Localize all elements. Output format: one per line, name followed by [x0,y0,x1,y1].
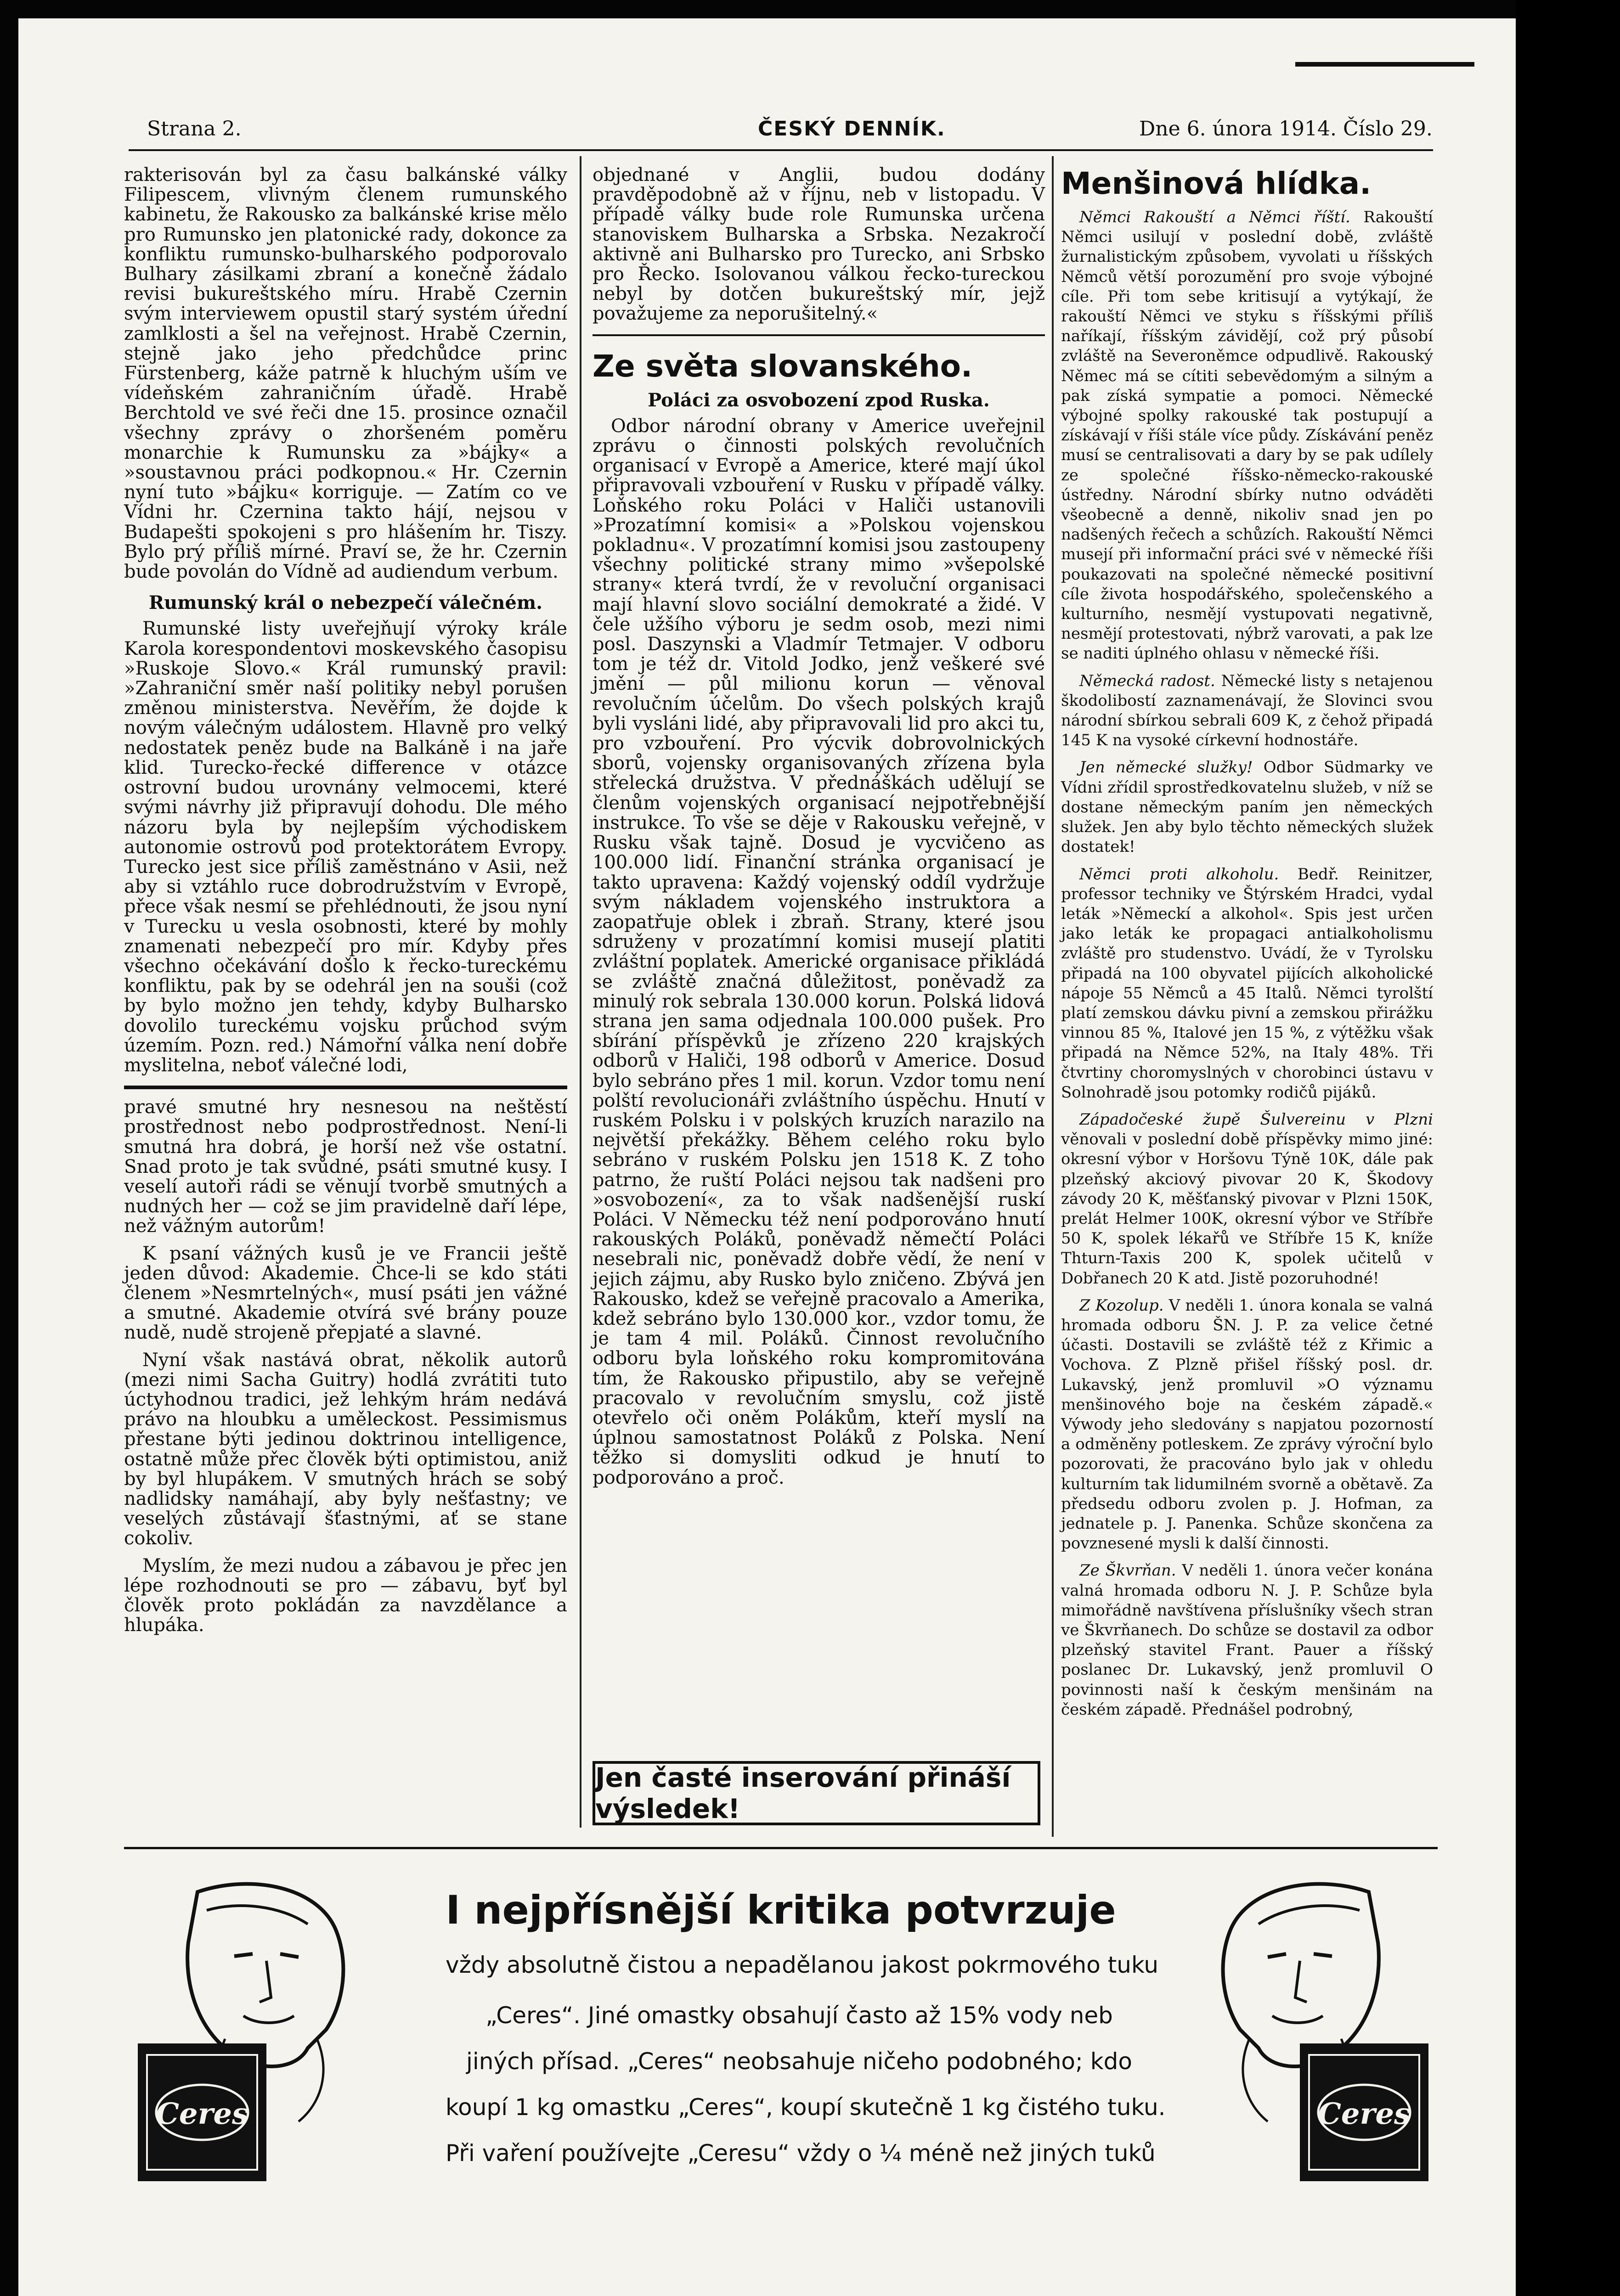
news-item-6-body: V neděli 1. února konala se valná hromada odboru ŠN. J. P. za velice četné účasti. Dostavili se zvláště též z Křimic a Vochova. Z Plzně přišel říšský posl. dr. Lukavský, jenž promluvil »O významu menšinového boje na českém západě.« Výwody jeho sledovány s napjatou pozorností a odměněny potleskem. Ze zprávy výroční bylo pozorovati, že pracováno bylo jak v ohledu kulturním tak lidumilném svorně a obětavě. Za předsedu odboru zvolen p. J. Hofman, za jednatele p. J. Panenka. Schůze skončena za povznesené mysli k další činnosti. [1061,1296,1433,1553]
section-title-slavic: Ze světa slovanského. [593,348,973,384]
right-figure-illustration [1176,1874,1433,2195]
article-romania-end: objednané v Anglii, budou dodány pravděpodobně až v říjnu, neb v listopadu. V případě války bude role Rumunska určena stanoviskem Bulharska a Srbska. Nezakročí aktivně ani Bulharsko pro Turecko, ani Srbsko pro Řecko. Isolovanou válkou řecko-tureckou nebyl by dotčen bukureštský mír, jejž považujeme za neporušitelný.« [593,164,1045,325]
advert-line-4: koupí 1 kg omastku „Ceres“, koupí skutečně 1 kg čistého tuku. [446,2094,1166,2121]
column-2 [593,165,1045,1495]
advert-top-rule [124,1847,1438,1849]
news-item-7-body: V neděli 1. února večer konána valná hromada odboru N. J. P. Schůze byla mimořádně navštívena příslušníky všech stran ve Škvrňanech. Do schůze se dostavil za odbor plzeňský stavitel Frant. Pauer a říšský poslanec Dr. Lukavský, jenž promluvil O povinnosti naší k českým menšinám na českém západě. Přednášel podrobný, [1061,1561,1434,1719]
news-item-7-head: Ze Škvrňan. [1079,1561,1176,1580]
column-1 [124,165,567,1643]
news-item-6-head: Z Kozolup. [1079,1296,1164,1315]
subheading-poles: Poláci za osvobození zpod Ruska. [648,389,990,411]
subheading-romanian-king: Rumunský král o nebezpečí válečném. [148,592,543,614]
advert-line-2: „Ceres“. Jiné omastky obsahují často až 15% vody neb [485,2002,1113,2029]
section-title-minority: Menšinová hlídka. [1061,166,1372,201]
left-figure-illustration [133,1874,390,2195]
news-item-6 [1061,1296,1433,1554]
column-3 [1061,165,1433,1727]
news-item-1 [1061,208,1433,664]
news-item-4-body: Bedř. Reinitzer, professor techniky ve Štýrském Hradci, vydal leták »Německí a alkohol«. Spis jest určen jako leták ke propagaci antialkoholismu zvláště pro studenstvo. Uvádí, že v Tyrolsku připadá na 100 obyvatel pijících alkoholické nápoje 55 Němců a 45 Italů. Němci tyrolští platí zemskou dávku pivní a zemskou přirážku vinnou 85 %, Italové jen 15 %, z výtěžku však připadá na Němce 52%, na Italy 48%. Tři čtvrtiny choromyslných v chorobinci ústavu v Solnohradě jsou potomky rodičů pijáků. [1061,865,1433,1102]
feuilleton-paragraph-4: Myslím, že mezi nudou a zábavou je přec jen lépe rozhodnouti se pro — zábavu, byť byl člověk proto pokládán za navzdělance a hlupáka. [124,1555,567,1636]
news-item-2-body: Německé listy s netajenou škodolibostí zaznamenávají, že Slovinci svou národní sbírkou sebrali 609 K, z čehož připadá 145 K na vysoké církevní hodnostáře. [1061,671,1433,750]
scan-margin [1516,0,1620,2296]
news-item-4 [1061,865,1433,1103]
top-rule [1295,62,1474,67]
feuilleton-paragraph-3: Nyní však nastává obrat, několik autorů (mezi nimi Sacha Guitry) hodlá zvrátiti tuto úctyhodnou tradici, jež lehkým hrám nedává právo na hloubku a uměleckost. Pessimismus přestane býti jedinou doktrinou intelligence, ostatně může přec člověk býti optimistou, aniž by byl hlupákem. V smutných hrách se sobý nadlidsky namáhají, aby byly nešťastny; ve veselých zůstávají šťastnými, ať se stane cokoliv. [124,1349,567,1549]
column-rule-1 [580,156,581,1828]
masthead-title: ČESKÝ DENNÍK. [758,117,946,141]
advert-banner: Jen časté inserování přináší výsledek! [593,1761,1040,1825]
news-item-5 [1061,1110,1433,1289]
feuilleton-paragraph-1: pravé smutné hry nesnesou na neštěstí prostřednost nebo podprostřednost. Není-li smutná hra dobrá, je horší než vše ostatní. Snad proto je tak svůdné, psáti smutné kusy. I veselí autoři rádi se věnují tvorbě smutných a nudných her — což se jim pravidelně daří lépe, než vážným autorům! [124,1097,567,1237]
page-header [129,117,1433,146]
advert-line-1: vždy absolutně čistou a nepadělanou jakost pokrmového tuku [446,1952,1159,1978]
news-item-7 [1061,1561,1433,1720]
issue-date: Dne 6. února 1914. Číslo 29. [1139,117,1433,141]
news-item-1-body: Rakouští Němci usilují v poslední době, zvláště žurnalistickým způsobem, vyvolati u říšských Němců větší porozumění pro svoje výbojné cíle. Při tom sebe kritisují a vytýkají, že rakouští Němci ve styku s říšskými příliš naříkají, říšským závidějí, což prý působí zvláště na Severoněmce odpudlivě. Rakouský Němec má se cítiti sebevědomým a silným a pak získá sympatie a pomoci. Německé výbojné spolky rakouské tak postupují a získávají v říši stále více půdy. Získávání peněz musí se centralisovati a dary by se pak udílely ze společné říšsko-německo-rakouské ústředny. Národní sbírky nutno odváděti všeobecně a denně, nikoliv snad jen po nadšených řečech a schůzích. Rakouští Němci musejí při informační práci své v německé říši poukazovati na společné německé positivní cíle života hospodářského, společenského a kulturního, nesmějí vystupovati negativně, nesmějí protestovati, nýbrž varovati, a pak lze se naditi úplného ohlasu v německé říši. [1061,208,1433,663]
page-number: Strana 2. [147,117,242,141]
article-romania-continued: rakterisován byl za času balkánské války Filipescem, vlivným členem rumunského kabinetu, že Rakousko za balkánské krise mělo pro Rumunsko jen platonické rady, dokonce za konfliktu rumunsko-bulharského podporovalo Bulhary zásilkami zbraní a konečně žádalo revisi bukureštského míru. Hrabě Czernin svým interviewem opustil starý systém úřední zamlklosti a šel na veřejnost. Hrabě Czernin, stejně jako jeho předchůdce princ Fürstenberg, káže patrně k hluchým uším ve vídeňském zahraničním úřadě. Hrabě Berchtold ve své řeči dne 15. prosince označil všechny zprávy o zhoršeném poměru monarchie k Rumunsku za »bájky« a »soustavnou práci podkopnou.« Hr. Czernin nyní tuto »bájku« korriguje. — Zatím co ve Vídni hr. Czernina takto hájí, nejsou v Budapešti spokojeni s pro hlášením hr. Tiszy. Bylo prý příliš mírné. Praví se, že hr. Czernin bude povolán do Vídně ad audiendum verbum. [124,164,567,583]
ceres-advertisement [124,1855,1438,2213]
news-item-2 [1061,671,1433,751]
right-box-brand: Ceres [1317,2097,1411,2131]
news-item-3-body: Odbor Südmarky ve Vídni zřídil sprostředkovatelnu služeb, v níž se dostane německým paním jen německých služek. Jen aby bylo těchto německých služek dostatek! [1061,758,1433,856]
article-poles: Odbor národní obrany v Americe uveřejnil zprávu o činnosti polských revolučních organisací v Evropě a Americe, které mají úkol připravovali vzbouření v Rusku v případě války. Loňského roku Poláci v Haliči ustanovili »Prozatímní komisi« a »Polskou vojenskou pokladnu«. V prozatímní komisi jsou zastoupeny všechny politické strany mimo »všepolské strany« která tvrdí, že v revoluční organisaci mají hlavní slovo sociální demokraté a židé. V čele užšího výboru je sedm osob, mezi nimi posl. Daszynski a Vladmír Tetmajer. V odboru tom je též dr. Vitold Jodko, jenž veškeré své jmění — půl milionu korun — věnoval revolučním účelům. Do všech polských krajů byli vysláni lidé, aby připravovali lid pro akci tu, pro vzbouření. Pro výcvik dobrovolnických sborů, vojensky organisovaných zřízena byla střelecká družstva. V přednáškách udělují se členům vojenských organisací nejpotřebnější instrukce. To vše se děje v Rakousku veřejně, v Rusku však tajně. Dosud je vycvičeno as 100.000 lidí. Finanční stránka organisací je takto upravena: Každý vojenský oddíl vydržuje svým nákladem vojenského instruktora a zaopatřuje oblek i zbraň. Strany, které jsou sdruženy v prozatímní komisi musejí platiti zvláštní poplatek. Americké organisace přikládá se zvláště značná důležitost, poněvadž za minulý rok sebrala 130.000 korun. Polská lidová strana jen sama odjednala 100.000 pušek. Pro sbírání příspěvků je zřízeno 220 krajských odborů v Haliči, 198 odborů v Americe. Dosud bylo sebráno přes 1 mil. korun. Vzdor tomu není polští revolucionáři zvláštního úspěchu. Hnutí v ruském Polsku i v polských kruzích narazilo na největší překážky. Během celého roku bylo sebráno v ruském Polsku jen 1518 K. Z toho patrno, že ruští Poláci nejsou tak nadšeni pro »osvobození«, za to však nadšenější ruskí Poláci. V Německu též není podporováno hnutí rakouských Poláků, poněvadž němečtí Poláci nesebrali nic, poněvadž dobře vědí, že není v jejich zájmu, aby Rusko bylo zničeno. Zbývá jen Rakousko, kdež se veřejně pracovalo a Amerika, kdež sebráno bylo 130.000 kor., vzdor tomu, že je tam 4 mil. Poláků. Činnost revolučního odboru byla loňského roku kompromitována tím, že Rakousko připustilo, aby se veřejně pracovalo v revolučním smyslu, což jistě otevřelo oči oněm Polákům, kteří myslí na úplnou samostatnost Poláků z Polska. Není těžko si domysliti odkud je hnutí to podporováno a proč. [593,415,1045,1488]
advert-headline: I nejpřísnější kritika potvrzuje [446,1887,1116,1933]
news-item-2-head: Německá radost. [1079,671,1215,690]
newspaper-page [18,18,1516,2296]
column-rule-2 [1052,156,1054,1837]
section-divider [593,334,1045,336]
article-romanian-king: Rumunské listy uveřejňují výroky krále Karola korespondentovi moskevského časopisu »Ruskoje Slovo.« Král rumunský pravil: »Zahraniční směr naší politiky nebyl porušen změnou ministerstva. Nevěřím, že dojde k novým válečným událostem. Hlavně pro velký nedostatek peněz bude na Balkáně i na jaře klid. Turecko-řecké difference v otázce ostrovní budou urovnány velmocemi, které svými návrhy již připravují dohodu. Dle mého názoru byla by nejlepším východiskem autonomie ostrovů pod protektorátem Evropy. Turecko jest sice příliš zaměstnáno v Asii, než aby si vztáhlo ruce dobrodružstvím v Evropě, přece však nesmí se přehlédnouti, že jsou nyní v Turecku u vesla osobnosti, které by mohly znamenati nebezpečí pro mír. Kdyby přes všechno očekávání došlo k řecko-tureckému konfliktu, pak by se odehrál jen na souši (což by bylo možno jen tehdy, kdyby Bulharsko dovolilo tureckému vojsku průchod svým územím. Pozn. red.) Námořní válka není dobře myslitelna, neboť válečné lodi, [124,618,567,1076]
advert-line-3: jiných přísad. „Ceres“ neobsahuje ničeho podobného; kdo [466,2048,1132,2075]
news-item-1-head: Němci Rakouští a Němci říští. [1079,208,1350,226]
news-item-3 [1061,758,1433,857]
news-item-3-head: Jen německé služky! [1079,758,1253,777]
header-rule [129,149,1433,151]
advert-line-5: Při vaření používejte „Ceresu“ vždy o ¼ méně než jiných tuků [446,2140,1156,2167]
section-divider [124,1086,567,1089]
left-box-brand: Ceres [155,2097,249,2131]
news-item-5-head: Západočeské župě Šulvereinu v Plzni [1079,1110,1433,1129]
news-item-5-body: věnovali v poslední době příspěvky mimo jiné: okresní výbor v Horšovu Týně 10K, dále pak plzeňský akciový pivovar 20 K, Škodovy závody 20 K, měšťanský pivovar v Plzni 150K, prelát Helmer 100K, okresní výbor ve Stříbře 50 K, spolek lékařů ve Stříbře 15 K, kníže Thturn-Taxis 200 K, spolek učitelů v Dobřanech 20 K atd. Jistě pozoruhodné! [1061,1130,1433,1288]
news-item-4-head: Němci proti alkoholu. [1079,865,1279,884]
feuilleton-paragraph-2: K psaní vážných kusů je ve Francii ještě jeden důvod: Akademie. Chce-li se kdo státi členem »Nesmrtelných«, musí psáti jen vážné a smutné. Akademie otvírá své brány pouze nudě, nudě strojeně přepjaté a slavné. [124,1243,567,1344]
